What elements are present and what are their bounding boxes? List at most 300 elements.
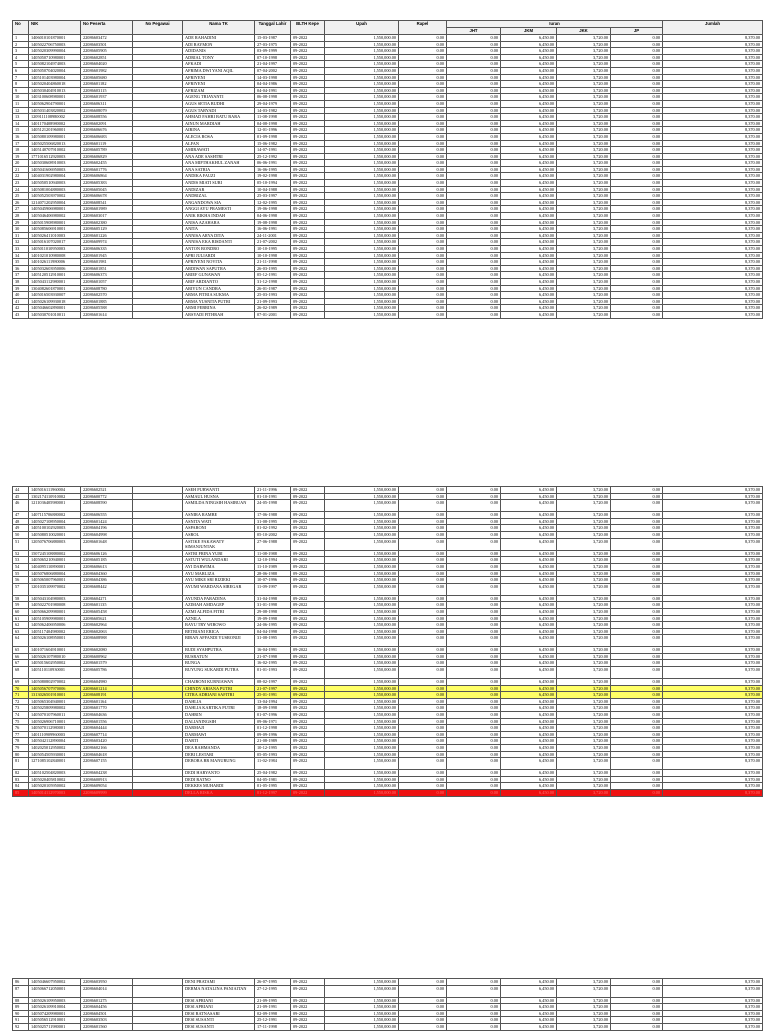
cell-jht: 0.00 <box>447 147 501 154</box>
cell-no-pegawai <box>133 608 183 615</box>
cell-rapel: 0.00 <box>399 81 447 88</box>
cell-no: 79 <box>13 745 29 752</box>
cell-tanggal-lahir: 31-01-1998 <box>255 602 291 609</box>
cell-rapel: 0.00 <box>399 239 447 246</box>
cell-jkm: 6,450.00 <box>501 292 557 299</box>
cell-jumlah: 8,370.00 <box>663 81 763 88</box>
cell-upah: 1,550,000.00 <box>325 622 399 629</box>
cell-nama-tk: DESI APRIANI <box>183 1004 255 1011</box>
cell-blth: 09-2022 <box>291 41 325 48</box>
cell-jp: 0.00 <box>611 1010 663 1017</box>
cell-no: 38 <box>13 278 29 285</box>
cell-upah: 1,550,000.00 <box>325 193 399 200</box>
cell-no: 58 <box>13 595 29 602</box>
cell-no-peserta: 22086603017 <box>81 213 133 220</box>
cell-nik: 1405056512910001 <box>29 1017 81 1024</box>
cell-jkm: 6,450.00 <box>501 595 557 602</box>
cell-blth: 09-2022 <box>291 74 325 81</box>
cell-jkk: 3,720.00 <box>557 100 611 107</box>
cell-tanggal-lahir: 04-05-1981 <box>255 776 291 783</box>
cell-nama-tk: DELLA RISKA <box>183 789 255 796</box>
cell-nama-tk: AYI DARWIMA <box>183 563 255 570</box>
cell-jkm: 6,450.00 <box>501 685 557 692</box>
cell-jp: 0.00 <box>611 718 663 725</box>
cell-jkk: 3,720.00 <box>557 153 611 160</box>
table-row <box>13 147 763 154</box>
cell-blth: 09-2022 <box>291 1017 325 1024</box>
cell-nama-tk: ANISA AZAHARA <box>183 219 255 226</box>
cell-no-peserta: 22086609974 <box>81 239 133 246</box>
cell-jp: 0.00 <box>611 193 663 200</box>
cell-blth: 09-2022 <box>291 265 325 272</box>
cell-upah: 1,550,000.00 <box>325 770 399 777</box>
cell-upah: 1,550,000.00 <box>325 647 399 654</box>
table-row <box>13 285 763 292</box>
cell-nama-tk: ALECIA ROSA <box>183 133 255 140</box>
cell-no-pegawai <box>133 87 183 94</box>
cell-no: 59 <box>13 602 29 609</box>
cell-jp: 0.00 <box>611 531 663 538</box>
cell-jp: 0.00 <box>611 94 663 101</box>
cell-jp: 0.00 <box>611 653 663 660</box>
cell-jkm: 6,450.00 <box>501 997 557 1004</box>
cell-jp: 0.00 <box>611 305 663 312</box>
cell-rapel: 0.00 <box>399 758 447 770</box>
cell-blth: 09-2022 <box>291 120 325 127</box>
cell-jkm: 6,450.00 <box>501 1017 557 1024</box>
cell-jumlah: 8,370.00 <box>663 731 763 738</box>
cell-rapel: 0.00 <box>399 140 447 147</box>
cell-no-pegawai <box>133 180 183 187</box>
cell-no-pegawai <box>133 127 183 134</box>
cell-jp: 0.00 <box>611 712 663 719</box>
cell-tanggal-lahir: 01-10-1991 <box>255 493 291 500</box>
table-row <box>13 718 763 725</box>
cell-blth: 09-2022 <box>291 518 325 525</box>
cell-jp: 0.00 <box>611 259 663 266</box>
cell-no-peserta: 22086608541 <box>81 199 133 206</box>
cell-jkm: 6,450.00 <box>501 239 557 246</box>
cell-rapel: 0.00 <box>399 232 447 239</box>
cell-jumlah: 8,370.00 <box>663 583 763 595</box>
cell-jht: 0.00 <box>447 166 501 173</box>
cell-no-peserta: 22086604020 <box>81 61 133 68</box>
cell-tanggal-lahir: 21-04-1997 <box>255 61 291 68</box>
cell-rapel: 0.00 <box>399 160 447 167</box>
cell-no: 81 <box>13 758 29 770</box>
cell-jp: 0.00 <box>611 107 663 114</box>
cell-rapel: 0.00 <box>399 127 447 134</box>
cell-jumlah: 8,370.00 <box>663 512 763 519</box>
cell-no-pegawai <box>133 712 183 719</box>
cell-jht: 0.00 <box>447 206 501 213</box>
cell-jumlah: 8,370.00 <box>663 48 763 55</box>
cell-jkk: 3,720.00 <box>557 206 611 213</box>
cell-no: 20 <box>13 160 29 167</box>
cell-jkm: 6,450.00 <box>501 698 557 705</box>
cell-jkk: 3,720.00 <box>557 531 611 538</box>
cell-nama-tk: DESI SUSANTI <box>183 1017 255 1024</box>
cell-jht: 0.00 <box>447 219 501 226</box>
cell-tanggal-lahir: 31-12-1998 <box>255 278 291 285</box>
cell-jkk: 3,720.00 <box>557 705 611 712</box>
cell-jumlah: 8,370.00 <box>663 538 763 550</box>
cell-nama-tk: ANGGI AYU PRAMESTI <box>183 206 255 213</box>
cell-rapel: 0.00 <box>399 1023 447 1030</box>
cell-jkm: 6,450.00 <box>501 94 557 101</box>
cell-blth: 09-2022 <box>291 979 325 986</box>
cell-upah: 1,550,000.00 <box>325 583 399 595</box>
cell-nik: 1405041606950003 <box>29 166 81 173</box>
cell-jp: 0.00 <box>611 557 663 564</box>
cell-tanggal-lahir: 01-02-1992 <box>255 525 291 532</box>
cell-no: 18 <box>13 147 29 154</box>
cell-tanggal-lahir: 17-11-1998 <box>255 1023 291 1030</box>
cell-nama-tk: ARMI FEBRINA <box>183 305 255 312</box>
cell-jp: 0.00 <box>611 985 663 997</box>
cell-jkk: 3,720.00 <box>557 180 611 187</box>
cell-jht: 0.00 <box>447 246 501 253</box>
cell-jkk: 3,720.00 <box>557 660 611 667</box>
cell-nik: 1405030404910013 <box>29 87 81 94</box>
cell-jkk: 3,720.00 <box>557 622 611 629</box>
cell-no-pegawai <box>133 94 183 101</box>
cell-upah: 1,550,000.00 <box>325 667 399 679</box>
cell-jp: 0.00 <box>611 635 663 647</box>
cell-tanggal-lahir: 11-08-1998 <box>255 114 291 121</box>
cell-no-peserta: 22086604501 <box>81 1010 133 1017</box>
table-row <box>13 985 763 997</box>
cell-jkm: 6,450.00 <box>501 712 557 719</box>
cell-rapel: 0.00 <box>399 173 447 180</box>
cell-rapel: 0.00 <box>399 776 447 783</box>
cell-jkm: 6,450.00 <box>501 226 557 233</box>
cell-rapel: 0.00 <box>399 94 447 101</box>
cell-no: 16 <box>13 133 29 140</box>
cell-nama-tk: ANIK RIKHA INDAH <box>183 213 255 220</box>
cell-jp: 0.00 <box>611 563 663 570</box>
cell-jht: 0.00 <box>447 61 501 68</box>
cell-no-peserta: 22086603503 <box>81 1017 133 1024</box>
cell-jht: 0.00 <box>447 1004 501 1011</box>
cell-rapel: 0.00 <box>399 608 447 615</box>
cell-no-peserta: 22086604386 <box>81 577 133 584</box>
cell-rapel: 0.00 <box>399 61 447 68</box>
cell-upah: 1,550,000.00 <box>325 74 399 81</box>
table-row <box>13 226 763 233</box>
table-row <box>13 180 763 187</box>
table-row <box>13 1004 763 1011</box>
cell-nama-tk: CITRA ADRIANI SAFITRI <box>183 692 255 699</box>
cell-nik: 1405081004880003 <box>29 186 81 193</box>
cell-no: 87 <box>13 985 29 997</box>
cell-no-peserta: 22086609054 <box>81 783 133 790</box>
cell-blth: 09-2022 <box>291 199 325 206</box>
cell-nama-tk: DEDI HARYANTO <box>183 770 255 777</box>
cell-no-peserta: 22086608442 <box>81 583 133 595</box>
cell-no: 12 <box>13 107 29 114</box>
cell-no: 44 <box>13 487 29 494</box>
table-row <box>13 738 763 745</box>
cell-no-pegawai <box>133 305 183 312</box>
cell-no-pegawai <box>133 653 183 660</box>
cell-no-pegawai <box>133 776 183 783</box>
cell-jht: 0.00 <box>447 563 501 570</box>
cell-nama-tk: AFRIMA DWI YANI AQIL <box>183 67 255 74</box>
cell-jkm: 6,450.00 <box>501 667 557 679</box>
cell-upah: 1,550,000.00 <box>325 758 399 770</box>
cell-upah: 1,550,000.00 <box>325 698 399 705</box>
cell-no-pegawai <box>133 226 183 233</box>
cell-tanggal-lahir: 24-06-1995 <box>255 622 291 629</box>
table-row <box>13 61 763 68</box>
cell-no-peserta: 22086601057 <box>81 278 133 285</box>
cell-jkk: 3,720.00 <box>557 41 611 48</box>
cell-no-pegawai <box>133 74 183 81</box>
cell-jkk: 3,720.00 <box>557 751 611 758</box>
cell-nik: 1209111108980002 <box>29 114 81 121</box>
cell-upah: 1,550,000.00 <box>325 493 399 500</box>
cell-upah: 1,550,000.00 <box>325 538 399 550</box>
cell-blth: 09-2022 <box>291 252 325 259</box>
cell-nama-tk: DESI SUSANTI <box>183 1023 255 1030</box>
cell-jp: 0.00 <box>611 487 663 494</box>
cell-jumlah: 8,370.00 <box>663 120 763 127</box>
cell-jkk: 3,720.00 <box>557 500 611 512</box>
table-row <box>13 259 763 266</box>
cell-blth: 09-2022 <box>291 259 325 266</box>
cell-no-peserta: 22086600772 <box>81 493 133 500</box>
cell-rapel: 0.00 <box>399 635 447 647</box>
cell-upah: 1,550,000.00 <box>325 127 399 134</box>
cell-rapel: 0.00 <box>399 550 447 557</box>
cell-jkk: 3,720.00 <box>557 219 611 226</box>
table-row <box>13 660 763 667</box>
cell-jkk: 3,720.00 <box>557 213 611 220</box>
table-row <box>13 583 763 595</box>
cell-jumlah: 8,370.00 <box>663 725 763 732</box>
cell-blth: 09-2022 <box>291 114 325 121</box>
cell-nama-tk: AYUMI WARDANA SIREGAR <box>183 583 255 595</box>
cell-upah: 1,550,000.00 <box>325 705 399 712</box>
cell-jp: 0.00 <box>611 1004 663 1011</box>
cell-tanggal-lahir: 17-06-1988 <box>255 512 291 519</box>
cell-jkk: 3,720.00 <box>557 226 611 233</box>
cell-tanggal-lahir: 01-05-1995 <box>255 783 291 790</box>
cell-jkm: 6,450.00 <box>501 100 557 107</box>
cell-jp: 0.00 <box>611 199 663 206</box>
cell-nama-tk: ANDRIZAL <box>183 193 255 200</box>
cell-tanggal-lahir: 04-06-1998 <box>255 213 291 220</box>
cell-upah: 1,550,000.00 <box>325 305 399 312</box>
cell-tanggal-lahir: 11-10-1989 <box>255 563 291 570</box>
cell-upah: 1,550,000.00 <box>325 712 399 719</box>
cell-rapel: 0.00 <box>399 660 447 667</box>
cell-no-pegawai <box>133 61 183 68</box>
cell-no-pegawai <box>133 557 183 564</box>
cell-blth: 09-2022 <box>291 180 325 187</box>
cell-rapel: 0.00 <box>399 199 447 206</box>
cell-tanggal-lahir: 12-01-1996 <box>255 127 291 134</box>
cell-rapel: 0.00 <box>399 525 447 532</box>
cell-jht: 0.00 <box>447 259 501 266</box>
cell-tanggal-lahir: 11-09-1997 <box>255 583 291 595</box>
cell-no-peserta: 22086602063 <box>81 628 133 635</box>
cell-nama-tk: ASPARONI <box>183 525 255 532</box>
cell-jht: 0.00 <box>447 54 501 61</box>
cell-no: 40 <box>13 292 29 299</box>
cell-jkm: 6,450.00 <box>501 140 557 147</box>
cell-rapel: 0.00 <box>399 577 447 584</box>
cell-rapel: 0.00 <box>399 166 447 173</box>
cell-jp: 0.00 <box>611 595 663 602</box>
cell-no: 68 <box>13 667 29 679</box>
cell-jkm: 6,450.00 <box>501 493 557 500</box>
cell-nik: 1405026109910004 <box>29 1004 81 1011</box>
cell-upah: 1,550,000.00 <box>325 285 399 292</box>
cell-nama-tk: DEA RAHMANDA <box>183 745 255 752</box>
cell-rapel: 0.00 <box>399 493 447 500</box>
table-row <box>13 493 763 500</box>
cell-no-pegawai <box>133 41 183 48</box>
table-row <box>13 166 763 173</box>
cell-nama-tk: DARMAJI <box>183 725 255 732</box>
cell-jkm: 6,450.00 <box>501 705 557 712</box>
cell-nik: 1405070107960011 <box>29 712 81 719</box>
cell-jht: 0.00 <box>447 538 501 550</box>
cell-nik: 1405025809980002 <box>29 705 81 712</box>
cell-jumlah: 8,370.00 <box>663 595 763 602</box>
cell-nik: 1405045906980001 <box>29 206 81 213</box>
cell-jkm: 6,450.00 <box>501 133 557 140</box>
cell-jkm: 6,450.00 <box>501 776 557 783</box>
cell-no: 49 <box>13 525 29 532</box>
cell-blth: 09-2022 <box>291 311 325 318</box>
cell-no: 2 <box>13 41 29 48</box>
cell-no: 8 <box>13 81 29 88</box>
cell-no-peserta: 22086602080 <box>81 647 133 654</box>
cell-rapel: 0.00 <box>399 705 447 712</box>
cell-no-peserta: 22086601275 <box>81 997 133 1004</box>
cell-jkk: 3,720.00 <box>557 667 611 679</box>
cell-rapel: 0.00 <box>399 725 447 732</box>
cell-no: 41 <box>13 298 29 305</box>
cell-no-pegawai <box>133 705 183 712</box>
cell-jkm: 6,450.00 <box>501 1004 557 1011</box>
cell-jkm: 6,450.00 <box>501 738 557 745</box>
cell-nama-tk: BETRIANI ERICA <box>183 628 255 635</box>
cell-jumlah: 8,370.00 <box>663 35 763 42</box>
cell-nik: 1405110110930001 <box>29 667 81 679</box>
cell-jumlah: 8,370.00 <box>663 563 763 570</box>
cell-jkk: 3,720.00 <box>557 232 611 239</box>
cell-blth: 09-2022 <box>291 153 325 160</box>
cell-no-peserta: 22086604196 <box>81 525 133 532</box>
cell-jht: 0.00 <box>447 525 501 532</box>
cell-jkm: 6,450.00 <box>501 74 557 81</box>
cell-blth: 09-2022 <box>291 81 325 88</box>
cell-nik: 1302174110910002 <box>29 493 81 500</box>
header-no-pegawai: No Pegawai <box>133 21 183 35</box>
cell-no-pegawai <box>133 783 183 790</box>
cell-no: 64 <box>13 635 29 647</box>
cell-upah: 1,550,000.00 <box>325 226 399 233</box>
table-row <box>13 685 763 692</box>
cell-jp: 0.00 <box>611 602 663 609</box>
cell-jumlah: 8,370.00 <box>663 783 763 790</box>
cell-rapel: 0.00 <box>399 570 447 577</box>
cell-jp: 0.00 <box>611 67 663 74</box>
cell-tanggal-lahir: 04-04-1991 <box>255 87 291 94</box>
cell-no-pegawai <box>133 493 183 500</box>
cell-jkk: 3,720.00 <box>557 305 611 312</box>
cell-nik: 1405065304940001 <box>29 698 81 705</box>
cell-no-pegawai <box>133 679 183 686</box>
cell-upah: 1,550,000.00 <box>325 518 399 525</box>
cell-tanggal-lahir: 19-06-1998 <box>255 206 291 213</box>
cell-no-pegawai <box>133 1017 183 1024</box>
cell-nik: 1771016512920003 <box>29 153 81 160</box>
cell-no-pegawai <box>133 206 183 213</box>
cell-rapel: 0.00 <box>399 1004 447 1011</box>
header-tanggal-lahir: Tanggal Lahir <box>255 21 291 35</box>
table-row <box>13 206 763 213</box>
cell-blth: 09-2022 <box>291 226 325 233</box>
table-row <box>13 74 763 81</box>
table-row <box>13 252 763 259</box>
cell-jkk: 3,720.00 <box>557 74 611 81</box>
cell-jht: 0.00 <box>447 635 501 647</box>
cell-no-peserta: 22086606864 <box>81 173 133 180</box>
cell-no: 69 <box>13 679 29 686</box>
cell-no-peserta: 22086605129 <box>81 226 133 233</box>
cell-jkk: 3,720.00 <box>557 738 611 745</box>
cell-nama-tk: ARDIWAN SAPUTRA <box>183 265 255 272</box>
cell-jp: 0.00 <box>611 100 663 107</box>
cell-no: 77 <box>13 731 29 738</box>
cell-rapel: 0.00 <box>399 48 447 55</box>
cell-tanggal-lahir: 31-08-1995 <box>255 518 291 525</box>
cell-jht: 0.00 <box>447 298 501 305</box>
cell-blth: 09-2022 <box>291 531 325 538</box>
cell-jp: 0.00 <box>611 758 663 770</box>
cell-tanggal-lahir: 27-12-1995 <box>255 985 291 997</box>
cell-rapel: 0.00 <box>399 615 447 622</box>
cell-no-pegawai <box>133 550 183 557</box>
cell-no-peserta: 22086604980 <box>81 679 133 686</box>
cell-nama-tk: BUSRATUN <box>183 653 255 660</box>
cell-tanggal-lahir: 19-09-1998 <box>255 615 291 622</box>
cell-nik: 1205076706880003 <box>29 538 81 550</box>
cell-jkk: 3,720.00 <box>557 692 611 699</box>
cell-nama-tk: AFKADI <box>183 61 255 68</box>
cell-jumlah: 8,370.00 <box>663 252 763 259</box>
cell-upah: 1,550,000.00 <box>325 120 399 127</box>
cell-nama-tk: AGUS TARYADI <box>183 107 255 114</box>
cell-tanggal-lahir: 03-09-1999 <box>255 48 291 55</box>
table-row <box>13 725 763 732</box>
cell-upah: 1,550,000.00 <box>325 114 399 121</box>
cell-tanggal-lahir: 31-04-1998 <box>255 595 291 602</box>
cell-nik: 1405022706750003 <box>29 41 81 48</box>
cell-jp: 0.00 <box>611 500 663 512</box>
cell-jumlah: 8,370.00 <box>663 127 763 134</box>
cell-blth: 09-2022 <box>291 35 325 42</box>
cell-no-peserta: 22086606126 <box>81 550 133 557</box>
table-row <box>13 246 763 253</box>
cell-tanggal-lahir: 21-08-1989 <box>255 738 291 745</box>
cell-jkk: 3,720.00 <box>557 1023 611 1030</box>
